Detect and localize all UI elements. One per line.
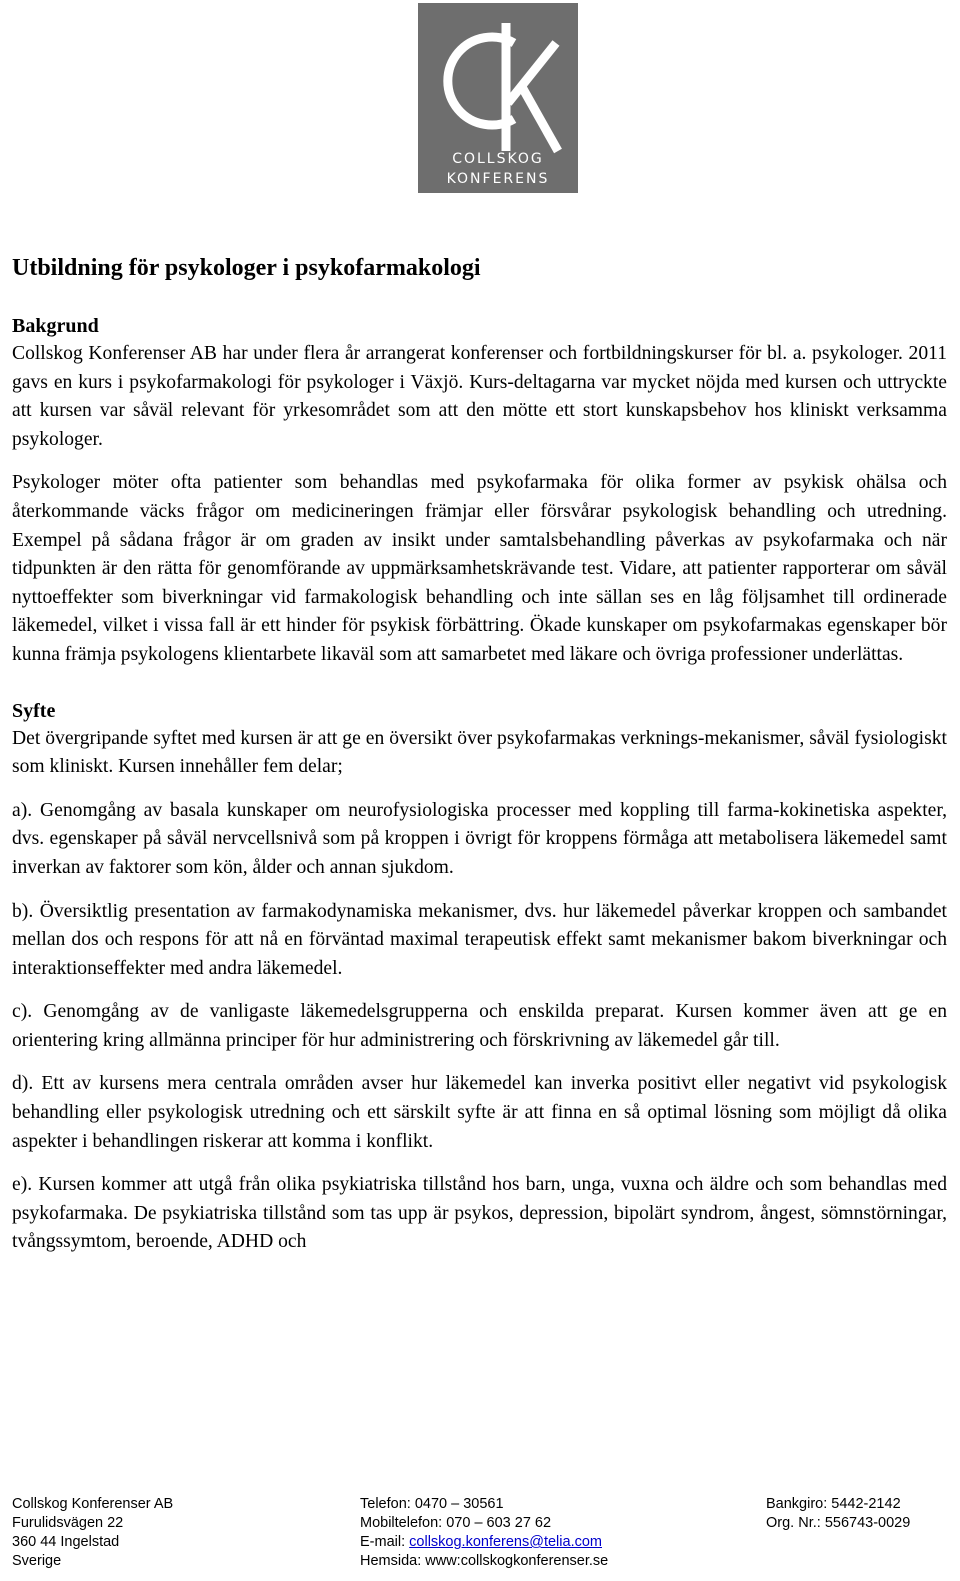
logo-line2: KONFERENS: [446, 171, 550, 187]
footer-company: Collskog Konferenser AB: [12, 1496, 174, 1512]
footer-postal: 360 44 Ingelstad: [12, 1534, 120, 1550]
footer-org-nr: Org. Nr.: 556743-0029: [766, 1515, 911, 1531]
background-paragraph-1: Collskog Konferenser AB har under flera år arrangerat konferenser och fortbildningskurser för bl. a. psykologer. 2011 gavs en kurs i psykofarmakologi för psykologer i Växjö. Kurs-deltagarna var mycket nöjda med kursen och uttryckte att kursen var såväl relevant för yrkesområdet som att den mötte ett stort kunskapsbehov hos kliniskt verksamma psykologer.: [12, 343, 947, 450]
footer-street: Furulidsvägen 22: [12, 1515, 124, 1531]
document-title: Utbildning för psykologer i psykofarmakologi: [12, 255, 481, 281]
footer-mobile: Mobiltelefon: 070 – 603 27 62: [360, 1515, 552, 1531]
footer-email-row: [360, 1533, 608, 1552]
footer-address-column: [12, 1495, 173, 1571]
purpose-item-c: c). Genomgång av de vanligaste läkemedelsgrupperna och enskilda preparat. Kursen kommer även att ge en orientering kring allmänna principer för hur administrering och förskrivning av läkemedel går till.: [12, 1001, 947, 1051]
ck-logo-graphic: [418, 3, 578, 193]
purpose-item-a: a). Genomgång av basala kunskaper om neurofysiologiska processer med koppling till farma-kokinetiska aspekter, dvs. egenskaper på såväl nervcellsnivå som på kroppen i övrigt för kroppens förmåga att metabolisera läkemedel samt inverkan av faktorer som kön, ålder och annan sjukdom.: [12, 799, 947, 878]
footer-website: Hemsida: www:collskogkonferenser.se: [360, 1553, 609, 1569]
purpose-item-b: b). Översiktlig presentation av farmakodynamiska mekanismer, dvs. hur läkemedel påverkar kroppen och sambandet mellan dos och respons för att nå en förväntad maximal terapeutisk effekt samt mekanismer bakom biverkningar och interaktionseffekter med andra läkemedel.: [12, 900, 947, 979]
background-paragraph-2: Psykologer möter ofta patienter som behandlas med psykofarmaka för olika former av psykisk ohälsa och återkommande väcks frågor om medicineringen främjar eller försvårar psykologisk behandling och utredning. Exempel på sådana frågor är om graden av insikt under samtalsbehandling påverkas av psykofarmaka och när tidpunkten är den rätta för genomförande av uppmärksamhetskrävande test. Vidare, att patienter rapporterar om såväl nyttoeffekter som biverkningar vid farmakologisk behandling och inte sällan ses en låg följsamhet till ordinerade läkemedel, vilket i vissa fall är ett hinder för psykisk förbättring. Ökade kunskaper om psykofarmakas egenskaper bör kunna främja psykologens klientarbete likaväl som att samarbetet med läkare och övriga professioner underlättas.: [12, 472, 947, 665]
background-heading: Bakgrund: [12, 315, 99, 337]
logo-line1: COLLSKOG: [452, 151, 544, 167]
purpose-intro: Det övergripande syftet med kursen är att ge en översikt över psykofarmakas verknings-mekanismer, såväl fysiologiskt som kliniskt. Kursen innehåller fem delar;: [12, 727, 947, 778]
footer-bank-column: [766, 1495, 910, 1533]
company-logo: [418, 3, 578, 193]
page-footer: [12, 1493, 947, 1581]
footer-email-label: E-mail:: [360, 1534, 410, 1550]
footer-phone: Telefon: 0470 – 30561: [360, 1496, 504, 1512]
purpose-heading: Syfte: [12, 699, 56, 722]
footer-bankgiro: Bankgiro: 5442-2142: [766, 1496, 901, 1512]
footer-contact-column: [360, 1495, 608, 1571]
footer-country: Sverige: [12, 1553, 62, 1569]
footer-email-link[interactable]: collskog.konferens@telia.com: [409, 1534, 602, 1550]
document-body: [12, 252, 947, 1257]
purpose-item-d: d). Ett av kursens mera centrala områden avser hur läkemedel kan inverka positivt eller negativt vid psykologisk behandling eller psykologisk utredning och ett särskilt syfte är att finna en så optimal lösning som möjligt då olika aspekter i behandlingen riskerar att komma i konflikt.: [12, 1073, 947, 1152]
purpose-item-e: e). Kursen kommer att utgå från olika psykiatriska tillstånd hos barn, unga, vuxna och äldre och som behandlas med psykofarmaka. De psykiatriska tillstånd som tas upp är psykos, depression, bipolärt syndrom, ångest, sömnstörningar, tvångssymtom, beroende, ADHD och: [12, 1174, 947, 1253]
